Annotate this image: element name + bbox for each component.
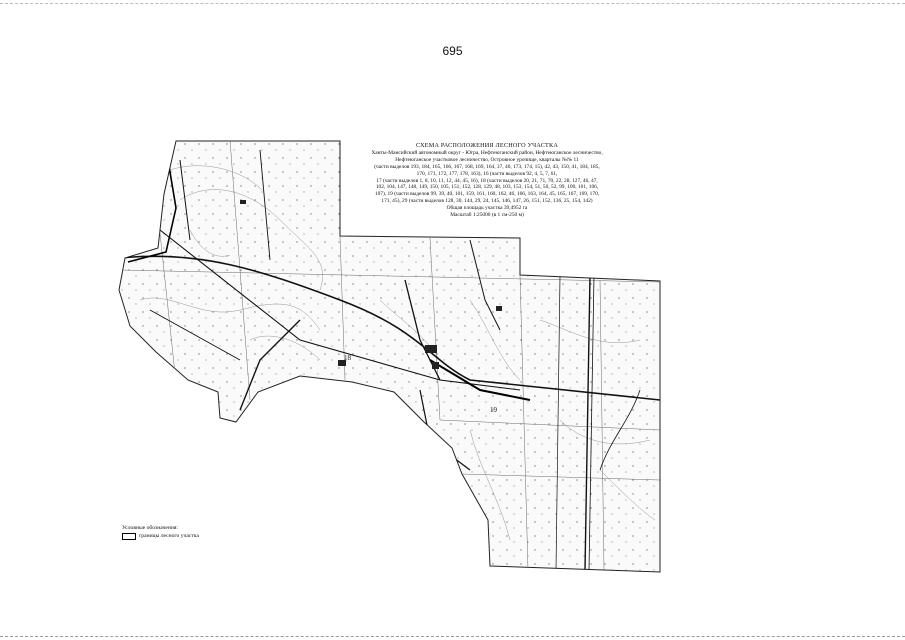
- caption-line: Ханты-Мансийский автономный округ - Югра, Нефтеюганский район, Нефтеюганское лесничество,: [371, 149, 603, 156]
- caption-line: 171, 45), 29 (части выделов 128, 30, 144, 29, 24, 145, 146, 147, 26, 151, 152, 136, 25, 154, 142): [381, 198, 593, 205]
- caption-line: Нефтеюганское участковое лесничество, Островное урочище, кварталы №№ 11: [395, 156, 579, 163]
- legend-item-label: границы лесного участка: [139, 533, 199, 539]
- quarter-label-19: 19: [490, 406, 497, 414]
- caption-line: 102, 104, 147, 148, 149, 150, 105, 151, 152, 128, 129, 48, 103, 153, 154, 51, 50, 52, 99, 100, 101, 106,: [375, 184, 599, 191]
- legend-title: Условные обозначения:: [122, 525, 178, 531]
- boundary-swatch-icon: [122, 533, 136, 540]
- legend-item: [122, 532, 199, 540]
- caption-scale: Масштаб 1:25000 (в 1 см-250 м): [450, 212, 524, 219]
- page-bottom-border: [0, 636, 905, 637]
- caption-line: 17 (части выделов 1, 8, 10, 11, 12, 44, 45, 16), 18 (части выделов 20, 21, 71, 70, 22, 28, 127, 46, 47,: [376, 177, 598, 184]
- map-caption: [338, 143, 636, 219]
- page-number: 695: [442, 44, 463, 58]
- caption-area: Общая площадь участка 39,4952 га: [446, 205, 528, 212]
- caption-line: (части выделов 193, 184, 165, 166, 167, 168, 169, 164, 37, 40, 173, 174, 15), 42, 43, 150, 41, 184, 185,: [374, 163, 600, 170]
- caption-title: СХЕМА РАСПОЛОЖЕНИЯ ЛЕСНОГО УЧАСТКА: [415, 142, 559, 149]
- caption-line: 170, 171, 172, 177, 178, 163), 16 (части выделов 92, 4, 5, 7, 61,: [416, 170, 558, 177]
- caption-line: 107), 19 (части выделов 99, 39, 40, 101, 159, 161, 160, 162, 46, 166, 163, 164, 45, 165, 167, 169, 170,: [374, 191, 600, 198]
- map-legend: [122, 524, 199, 540]
- quarter-label-18: 18: [344, 354, 351, 362]
